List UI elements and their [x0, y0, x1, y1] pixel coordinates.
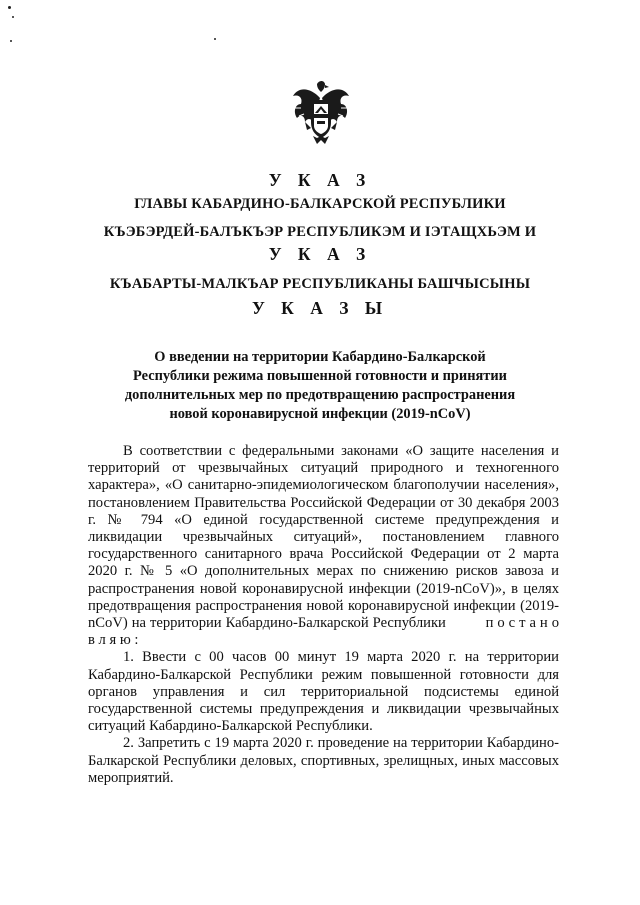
preamble-paragraph — [88, 443, 559, 649]
header-balkar-title: КЪАБАРТЫ-МАЛКЪАР РЕСПУБЛИКАНЫ БАШЧЫСЫНЫ — [109, 276, 531, 292]
header-decree-word: У К А З — [268, 170, 372, 190]
header-kabardian-title: КЪЭБЭРДЕЙ-БАЛЪКЪЭР РЕСПУБЛИКЭМ И ІЭТАЩХЬЭМ И — [103, 224, 537, 240]
title-line: Республики режима повышенной готовности и принятии — [133, 368, 507, 384]
scan-speck — [8, 6, 11, 9]
header-kabardian-decree-word: У К А З — [268, 244, 372, 264]
scan-speck — [10, 40, 12, 42]
scan-speck — [12, 16, 14, 18]
header-head-of-republic: ГЛАВЫ КАБАРДИНО-БАЛКАРСКОЙ РЕСПУБЛИКИ — [134, 196, 506, 212]
title-line: О введении на территории Кабардино-Балкарской — [154, 349, 486, 365]
title-line: дополнительных мер по предотвращению распространения — [124, 387, 516, 403]
coat-of-arms-icon — [291, 78, 351, 150]
preamble-text: В соответствии с федеральными законами «О защите населения и территорий от чрезвычайных ситуаций природного и техногенного характера», «О санитарно-эпидемиологическом благополучии населения», постановлением Правительства Российской Федерации от 30 декабря 2003 г. № 794 «О единой государственной системе предупреждения и ликвидации чрезвычайных ситуаций», постановлением главного государственного санитарного врача Российской Федерации от 2 марта 2020 г. № 5 «О дополнительных мерах по снижению рисков завоза и распространения новой коронавирусной инфекции (2019-nCoV)», в целях предотвращения распространения новой коронавирусной инфекции (2019-nCoV) на территории Кабардино-Балкарской Республики — [88, 443, 559, 632]
header-balkar-decree-word: У К А З Ы — [251, 298, 389, 318]
decree-title — [100, 348, 540, 424]
decree-body — [88, 443, 559, 787]
title-line: новой коронавирусной инфекции (2019-nCoV) — [169, 406, 471, 422]
decree-item-1: 1. Ввести с 00 часов 00 минут 19 марта 2020 г. на территории Кабардино-Балкарской Республики режим повышенной готовности для органов управления и сил территориальной подсистемы единой государственной системы предупреждения и ликвидации чрезвычайных ситуаций Кабардино-Балкарской Республики. — [88, 649, 559, 735]
decree-word: п о с т а н о в л я ю : — [88, 615, 560, 649]
decree-item-2: 2. Запретить с 19 марта 2020 г. проведение на территории Кабардино-Балкарской Республики деловых, спортивных, зрелищных, иных массовых мероприятий. — [88, 735, 559, 786]
scan-speck — [214, 38, 216, 40]
decree-header — [0, 168, 640, 320]
